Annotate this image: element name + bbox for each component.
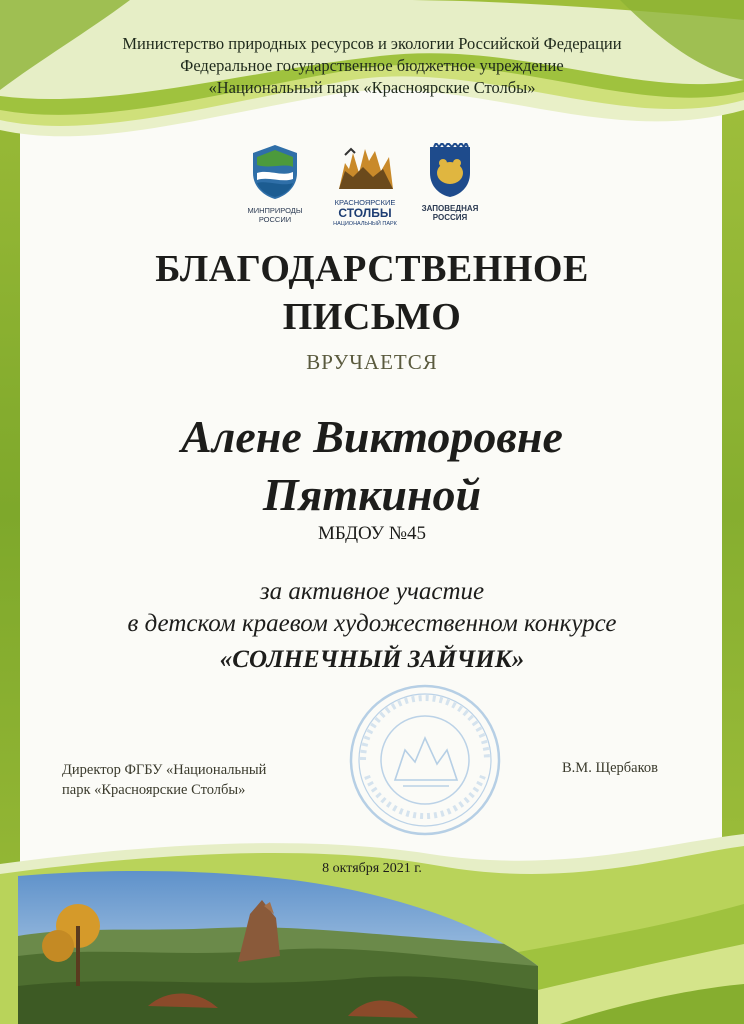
title-line-2: ПИСЬМО [282,296,462,338]
signer-position-line-1: Директор ФГБУ «Национальный [62,762,267,778]
reserve-logo [410,143,490,222]
ministry-shield-icon [250,143,300,201]
signer-position [62,760,266,800]
recipient-line-2: Пяткиной [262,469,482,520]
awarded-label: ВРУЧАЕТСЯ [306,350,438,374]
award-reason [0,576,744,640]
reserve-caption-2: РОССИЯ [432,213,468,222]
title-line-1: БЛАГОДАРСТВЕННОЕ [155,248,589,290]
issuer-header [30,33,714,99]
park-caption-3: НАЦИОНАЛЬНЫЙ ПАРК [333,221,397,227]
contest-name: «СОЛНЕЧНЫЙ ЗАЙЧИК» [219,646,525,673]
header-line-3: «Национальный парк «Красноярские Столбы» [208,78,536,97]
park-logo [330,143,400,229]
header-line-1: Министерство природных ресурсов и экологии Российской Федерации [122,34,622,53]
reason-line-2: в детском краевом художественном конкурсе [127,610,617,637]
bear-emblem-icon [426,143,474,199]
official-stamp [345,680,505,840]
issue-date: 8 октября 2021 г. [322,861,422,876]
logos-row [230,143,530,233]
ministry-caption-1: МИНПРИРОДЫ [247,206,303,215]
document-title [0,245,744,341]
reason-line-1: за активное участие [259,578,485,605]
recipient-line-1: Алене Викторовне [181,411,563,462]
rock-pillars-icon [333,143,397,193]
ministry-caption-2: РОССИИ [258,215,292,224]
header-line-2: Федеральное государственное бюджетное учреждение [180,56,564,75]
ministry-logo [230,143,320,224]
recipient-organization: МБДОУ №45 [317,523,427,544]
signer-position-line-2: парк «Красноярские Столбы» [62,782,246,798]
landscape-photo [18,866,538,1024]
recipient-name [0,408,744,524]
park-caption-2: СТОЛБЫ [338,206,392,220]
park-caption-1: КРАСНОЯРСКИЕ [334,198,396,207]
reserve-caption-1: ЗАПОВЕДНАЯ [421,204,479,213]
signer-name: В.М. Щербаков [562,760,658,776]
